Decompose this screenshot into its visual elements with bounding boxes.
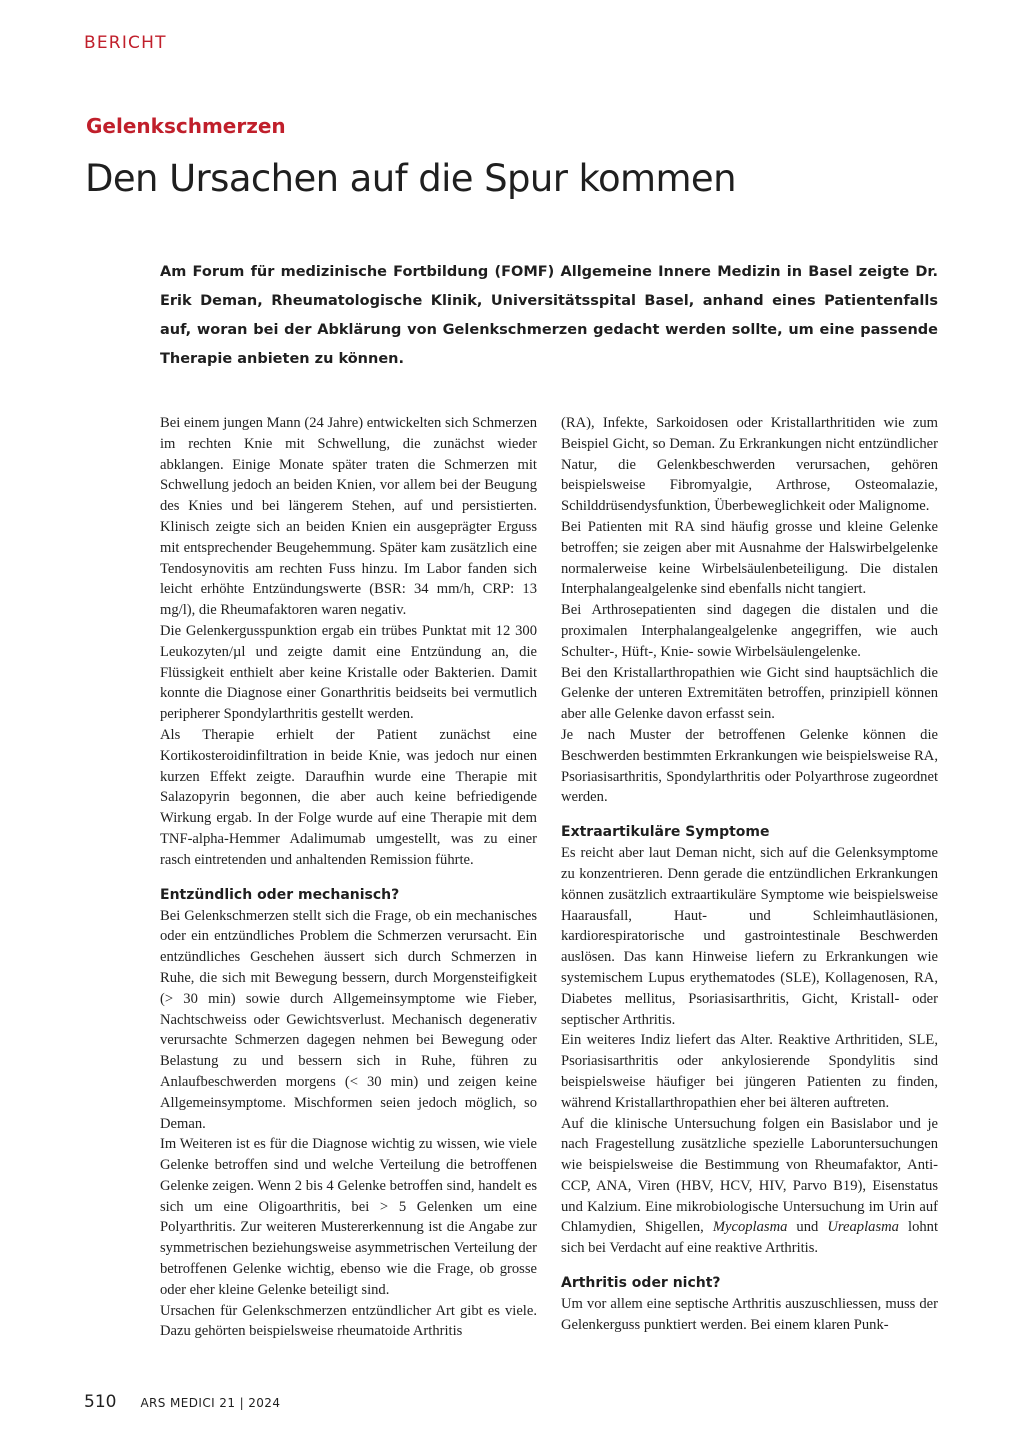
text-run: Auf die klinische Untersuchung folgen ein Basislabor und je nach Fragestellung zusätzliche spezielle Laboruntersuchungen wie beispielsweise die Bestimmung von Rheumafaktor, Anti-CCP, ANA, Viren (HBV, HCV, HIV, Parvo B19), Eisenstatus und Kalzium. Eine mikrobiologische Untersuchung im Urin auf Chlamydien, Shigellen, bbox=[561, 1115, 938, 1236]
subheading-extraartikulaer: Extraartikuläre Symptome bbox=[561, 824, 770, 841]
paragraph: Als Therapie erhielt der Patient zunächst eine Kortikosteroidinfiltration in beide Knie, was jedoch nur einen kurzen Effekt zeigte. Daraufhin wurde eine Therapie mit Salazopyrin begonnen, die aber auch keine befriedigende Wirkung ergab. In der Folge wurde auf eine Therapie mit dem TNF-alpha-Hemmer Adalimumab umgestellt, was zu einer rasch eintretenden und anhaltenden Remission führte. bbox=[160, 726, 537, 868]
paragraph: Bei den Kristallarthropathien wie Gicht sind hauptsächlich die Gelenke der unteren Extremitäten betroffen, prinzipiell können aber alle Gelenke davon erfasst sein. bbox=[561, 664, 938, 723]
paragraph: Bei Gelenkschmerzen stellt sich die Frage, ob ein mechanisches oder ein entzündliches Problem die Schmerzen verursacht. Ein entzündliches Geschehen äussert sich durch Schmerzen in Ruhe, die sich mit Bewegung bessern, durch Morgensteifigkeit (> 30 min) sowie durch Allgemeinsymptome wie Fieber, Nachtschweiss oder Gewichtsverlust. Mechanisch degenerativ verursachte Schmerzen dagegen nehmen bei Bewegung oder Belastung zu und bessern sich in Ruhe, führen zu Anlaufbeschwerden morgens (< 30 min) und zeigen keine Allgemeinsymptome. Mischformen seien jedoch möglich, so Deman. bbox=[160, 907, 537, 1132]
paragraph: Bei Arthrosepatienten sind dagegen die distalen und die proximalen Interphalangealgelenke angegriffen, wie auch Schulter-, Hüft-, Knie- sowie Wirbelsäulengelenke. bbox=[561, 602, 938, 660]
text-run: und bbox=[787, 1219, 828, 1236]
section-label: BERICHT bbox=[84, 33, 167, 53]
text-run: lohnt sich bei Verdacht auf eine reaktive Arthritis. bbox=[561, 1219, 939, 1257]
paragraph: Die Gelenkergusspunktion ergab ein trübes Punktat mit 12 300 Leukozyten/µl und zeigte damit eine Entzündung an, die Flüssigkeit enthielt aber keine Kristalle oder Bakterien. Damit konnte die Diagnose einer Gonarthritis beidseits bei vermutlich peripherer Spondylarthritis gestellt werden. bbox=[160, 622, 537, 723]
paragraph: Ein weiteres Indiz liefert das Alter. Reaktive Arthritiden, SLE, Psoriasisarthritis oder ankylosierende Spondylitis sind beispielsweise häufiger bei jüngeren Patienten zu finden, während Kristallarthropathien eher bei älteren auftreten. bbox=[561, 1032, 938, 1111]
paragraph: Je nach Muster der betroffenen Gelenke können die Beschwerden bestimmten Erkrankungen wie beispielsweise RA, Psoriasisarthritis, Spondylarthritis oder Polyarthrose zugeordnet werden. bbox=[561, 726, 938, 806]
subheading-arthritis: Arthritis oder nicht? bbox=[561, 1275, 721, 1292]
page-number: 510 bbox=[84, 1392, 117, 1412]
paragraph: Bei Patienten mit RA sind häufig grosse und kleine Gelenke betroffen; sie zeigen aber mit Ausnahme der Halswirbelgelenke normalerweise keine Wirbelsäulenbeteiligung. Die distalen Interphalangealgelenke sind ebenfalls nicht tangiert. bbox=[561, 518, 938, 598]
paragraph: Es reicht aber laut Deman nicht, sich auf die Gelenksymptome zu konzentrieren. Denn gerade die entzündlichen Erkrankungen können zusätzlich extraartikuläre Symptome wie beispielsweise Haarausfall, Haut- und Schleimhautläsionen, kardiorespiratorische und gastrointestinale Beschwerden auslösen. Das kann Hinweise liefern zu Erkrankungen wie systemischem Lupus erythematodes (SLE), Kollagenosen, RA, Diabetes mellitus, Psoriasisarthritis, Gicht, Kristall- oder septischer Arthritis. bbox=[561, 845, 938, 1028]
paragraph: Um vor allem eine septische Arthritis auszuschliessen, muss der Gelenkerguss punktiert werden. Bei einem klaren Punk- bbox=[561, 1296, 938, 1333]
right-column bbox=[561, 413, 938, 1336]
organism-name: Ureaplasma bbox=[827, 1219, 899, 1236]
organism-name: Mycoplasma bbox=[712, 1219, 788, 1236]
left-column bbox=[160, 413, 537, 1342]
paragraph: (RA), Infekte, Sarkoidosen oder Kristallarthritiden wie zum Beispiel Gicht, so Deman. Zu Erkrankungen nicht entzündlicher Natur, die Gelenkbeschwerden verursachen, gehören beispielsweise Fibromyalgie, Arthrose, Osteomalazie, Schilddrüsendysfunktion, Überbeweglichkeit oder Malignome. bbox=[561, 415, 938, 515]
article-title: Den Ursachen auf die Spur kommen bbox=[85, 157, 736, 200]
paragraph: Bei einem jungen Mann (24 Jahre) entwickelten sich Schmerzen im rechten Knie mit Schwellung, die zunächst wieder abklangen. Einige Monate später traten die Schmerzen mit Schwellung jedoch an beiden Knien, vor allem bei der Beugung des Knies und bei längerem Stehen, auf und persistierten. Klinisch zeigte sich an beiden Knien ein ausgeprägter Erguss mit entsprechender Beugehemmung. Später kam zusätzlich eine Tendosynovitis am rechten Fuss hinzu. Im Labor fanden sich leicht erhöhte Entzündungswerte (BSR: 34 mm/h, CRP: 13 mg/l), die Rheumafaktoren waren negativ. bbox=[160, 415, 537, 619]
paragraph: Ursachen für Gelenkschmerzen entzündlicher Art gibt es viele. Dazu gehörten beispielsweise rheumatoide Arthritis bbox=[160, 1302, 537, 1340]
paragraph bbox=[561, 1114, 938, 1260]
page-footer bbox=[84, 1392, 280, 1418]
article-kicker: Gelenkschmerzen bbox=[86, 114, 286, 138]
article-lead: Am Forum für medizinische Fortbildung (FOMF) Allgemeine Innere Medizin in Basel zeigte Dr. Erik Deman, Rheumatologische Klinik, Universitätsspital Basel, anhand eines Patientenfalls auf, woran bei der Abklärung von Gelenkschmerzen gedacht werden sollte, um eine passende Therapie anbieten zu können. bbox=[160, 264, 938, 367]
subheading-entzuendlich: Entzündlich oder mechanisch? bbox=[160, 886, 400, 903]
paragraph: Im Weiteren ist es für die Diagnose wichtig zu wissen, wie viele Gelenke betroffen sind und welche Verteilung die betroffenen Gelenke zeigen. Wenn 2 bis 4 Gelenke betroffen sind, handelt es sich um eine Oligoarthritis, bei > 5 Gelenken um eine Polyarthritis. Zur weiteren Mustererkennung ist die Angabe zur symmetrischen beziehungsweise asymmetrischen Verteilung der betroffenen Gelenke wichtig, ebenso wie die Frage, ob grosse oder eher kleine Gelenke beteiligt sind. bbox=[160, 1136, 537, 1298]
journal-issue: ARS MEDICI 21 | 2024 bbox=[140, 1396, 281, 1410]
